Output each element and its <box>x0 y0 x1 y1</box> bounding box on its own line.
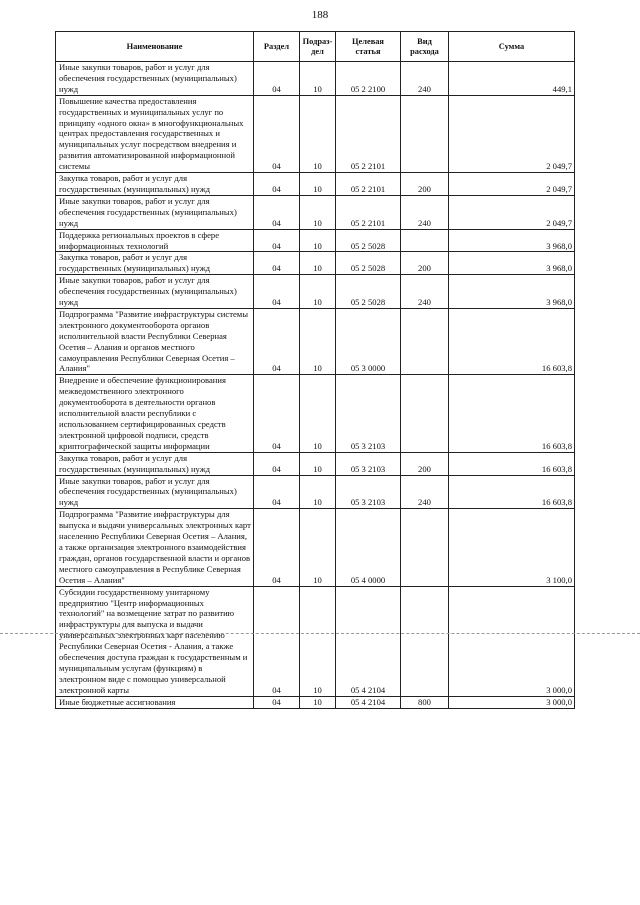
page-number: 188 <box>311 9 329 21</box>
cell-target: 05 2 2101 <box>336 95 401 172</box>
cell-section: 04 <box>254 95 300 172</box>
table-row <box>56 509 575 586</box>
cell-section: 04 <box>254 195 300 229</box>
cell-section: 04 <box>254 696 300 708</box>
cell-target: 05 2 2101 <box>336 173 401 196</box>
table-row <box>56 375 575 452</box>
cell-subsection: 10 <box>300 195 336 229</box>
cell-sum: 3 000,0 <box>449 586 575 696</box>
cell-sum: 3 968,0 <box>449 229 575 252</box>
cell-name: Подпрограмма "Развитие инфраструктуры системы электронного документооборота органов исполнительной власти Республики Северная Осетия – Алания и органов местного самоуправления Республики Северная Осетия – Алания" <box>56 308 254 374</box>
budget-table <box>55 31 575 709</box>
cell-name: Иные бюджетные ассигнования <box>56 696 254 708</box>
cell-name: Иные закупки товаров, работ и услуг для обеспечения государственных (муниципальных) нужд <box>56 62 254 96</box>
cell-sum: 3 968,0 <box>449 252 575 275</box>
cell-name: Поддержка региональных проектов в сфере информационных технологий <box>56 229 254 252</box>
cell-expense-type <box>401 229 449 252</box>
cell-expense-type: 200 <box>401 252 449 275</box>
cell-sum: 3 968,0 <box>449 275 575 309</box>
cell-name: Закупка товаров, работ и услуг для государственных (муниципальных) нужд <box>56 173 254 196</box>
scan-dashed-line <box>0 633 640 634</box>
cell-subsection: 10 <box>300 586 336 696</box>
cell-expense-type <box>401 375 449 452</box>
cell-name: Закупка товаров, работ и услуг для государственных (муниципальных) нужд <box>56 252 254 275</box>
header-subsection: Подраз- дел <box>300 32 336 62</box>
table-row <box>56 195 575 229</box>
header-section: Раздел <box>254 32 300 62</box>
cell-target: 05 2 2100 <box>336 62 401 96</box>
cell-target: 05 2 5028 <box>336 252 401 275</box>
cell-target: 05 3 0000 <box>336 308 401 374</box>
cell-target: 05 4 2104 <box>336 586 401 696</box>
cell-expense-type <box>401 308 449 374</box>
cell-expense-type: 800 <box>401 696 449 708</box>
cell-target: 05 4 0000 <box>336 509 401 586</box>
cell-subsection: 10 <box>300 252 336 275</box>
cell-expense-type <box>401 509 449 586</box>
cell-subsection: 10 <box>300 62 336 96</box>
cell-sum: 16 603,8 <box>449 375 575 452</box>
cell-subsection: 10 <box>300 173 336 196</box>
cell-expense-type: 200 <box>401 173 449 196</box>
header-sum: Сумма <box>449 32 575 62</box>
cell-name: Подпрограмма "Развитие инфраструктуры для выпуска и выдачи универсальных электронных карт населению Республики Северная Осетия – Алания, а также организация электронного взаимодействия граждан, органов государственной власти и органов местного самоуправления в Республике Северная Осетия – Алания" <box>56 509 254 586</box>
cell-section: 04 <box>254 375 300 452</box>
header-expense-type: Вид расхода <box>401 32 449 62</box>
cell-name: Внедрение и обеспечение функционирования межведомственного электронного документооборота в деятельности органов исполнительной власти республики с использованием сертифицированных средств электронной цифровой подписи, средств криптографической защиты информации <box>56 375 254 452</box>
cell-subsection: 10 <box>300 375 336 452</box>
table-row <box>56 452 575 475</box>
cell-subsection: 10 <box>300 308 336 374</box>
cell-subsection: 10 <box>300 275 336 309</box>
table-row <box>56 308 575 374</box>
cell-sum: 2 049,7 <box>449 95 575 172</box>
cell-section: 04 <box>254 308 300 374</box>
table-row <box>56 586 575 696</box>
table-row <box>56 62 575 96</box>
cell-expense-type: 200 <box>401 452 449 475</box>
cell-sum: 16 603,8 <box>449 452 575 475</box>
table-row <box>56 95 575 172</box>
cell-sum: 3 100,0 <box>449 509 575 586</box>
cell-target: 05 2 5028 <box>336 229 401 252</box>
cell-expense-type <box>401 586 449 696</box>
table-row <box>56 696 575 708</box>
cell-expense-type: 240 <box>401 195 449 229</box>
cell-sum: 2 049,7 <box>449 195 575 229</box>
cell-sum: 16 603,8 <box>449 308 575 374</box>
cell-name: Повышение качества предоставления государственных и муниципальных услуг по принципу «одного окна» в многофункциональных центрах предоставления государственных и муниципальных услуг посредством внедрения и развития автоматизированной информационной системы <box>56 95 254 172</box>
cell-section: 04 <box>254 62 300 96</box>
cell-expense-type: 240 <box>401 275 449 309</box>
table-header-row <box>56 32 575 62</box>
cell-name: Иные закупки товаров, работ и услуг для обеспечения государственных (муниципальных) нужд <box>56 195 254 229</box>
cell-target: 05 3 2103 <box>336 375 401 452</box>
cell-subsection: 10 <box>300 509 336 586</box>
cell-expense-type: 240 <box>401 62 449 96</box>
cell-subsection: 10 <box>300 452 336 475</box>
cell-target: 05 3 2103 <box>336 452 401 475</box>
cell-section: 04 <box>254 252 300 275</box>
cell-sum: 2 049,7 <box>449 173 575 196</box>
cell-subsection: 10 <box>300 229 336 252</box>
cell-name: Закупка товаров, работ и услуг для государственных (муниципальных) нужд <box>56 452 254 475</box>
table-row <box>56 229 575 252</box>
cell-target: 05 2 2101 <box>336 195 401 229</box>
cell-expense-type <box>401 95 449 172</box>
cell-section: 04 <box>254 475 300 509</box>
cell-expense-type: 240 <box>401 475 449 509</box>
cell-name: Субсидии государственному унитарному предприятию "Центр информационных технологий" на возмещение затрат по развитию инфраструктуры для выпуска и выдачи универсальных электронных карт населению Республики Северная Осетия - Алания, а также обеспечения доступа граждан к государственным и муниципальным услугам (функциям) в электронном виде с помощью универсальной электронной карты <box>56 586 254 696</box>
cell-section: 04 <box>254 452 300 475</box>
cell-sum: 449,1 <box>449 62 575 96</box>
cell-section: 04 <box>254 275 300 309</box>
table-row <box>56 252 575 275</box>
cell-name: Иные закупки товаров, работ и услуг для обеспечения государственных (муниципальных) нужд <box>56 275 254 309</box>
cell-sum: 16 603,8 <box>449 475 575 509</box>
cell-target: 05 2 5028 <box>336 275 401 309</box>
table-row <box>56 173 575 196</box>
cell-section: 04 <box>254 173 300 196</box>
cell-subsection: 10 <box>300 696 336 708</box>
cell-name: Иные закупки товаров, работ и услуг для обеспечения государственных (муниципальных) нужд <box>56 475 254 509</box>
cell-subsection: 10 <box>300 95 336 172</box>
header-name: Наименование <box>56 32 254 62</box>
table-row <box>56 475 575 509</box>
cell-section: 04 <box>254 229 300 252</box>
cell-section: 04 <box>254 586 300 696</box>
cell-section: 04 <box>254 509 300 586</box>
cell-target: 05 3 2103 <box>336 475 401 509</box>
table-row <box>56 275 575 309</box>
cell-target: 05 4 2104 <box>336 696 401 708</box>
cell-sum: 3 000,0 <box>449 696 575 708</box>
cell-subsection: 10 <box>300 475 336 509</box>
header-target: Целевая статья <box>336 32 401 62</box>
